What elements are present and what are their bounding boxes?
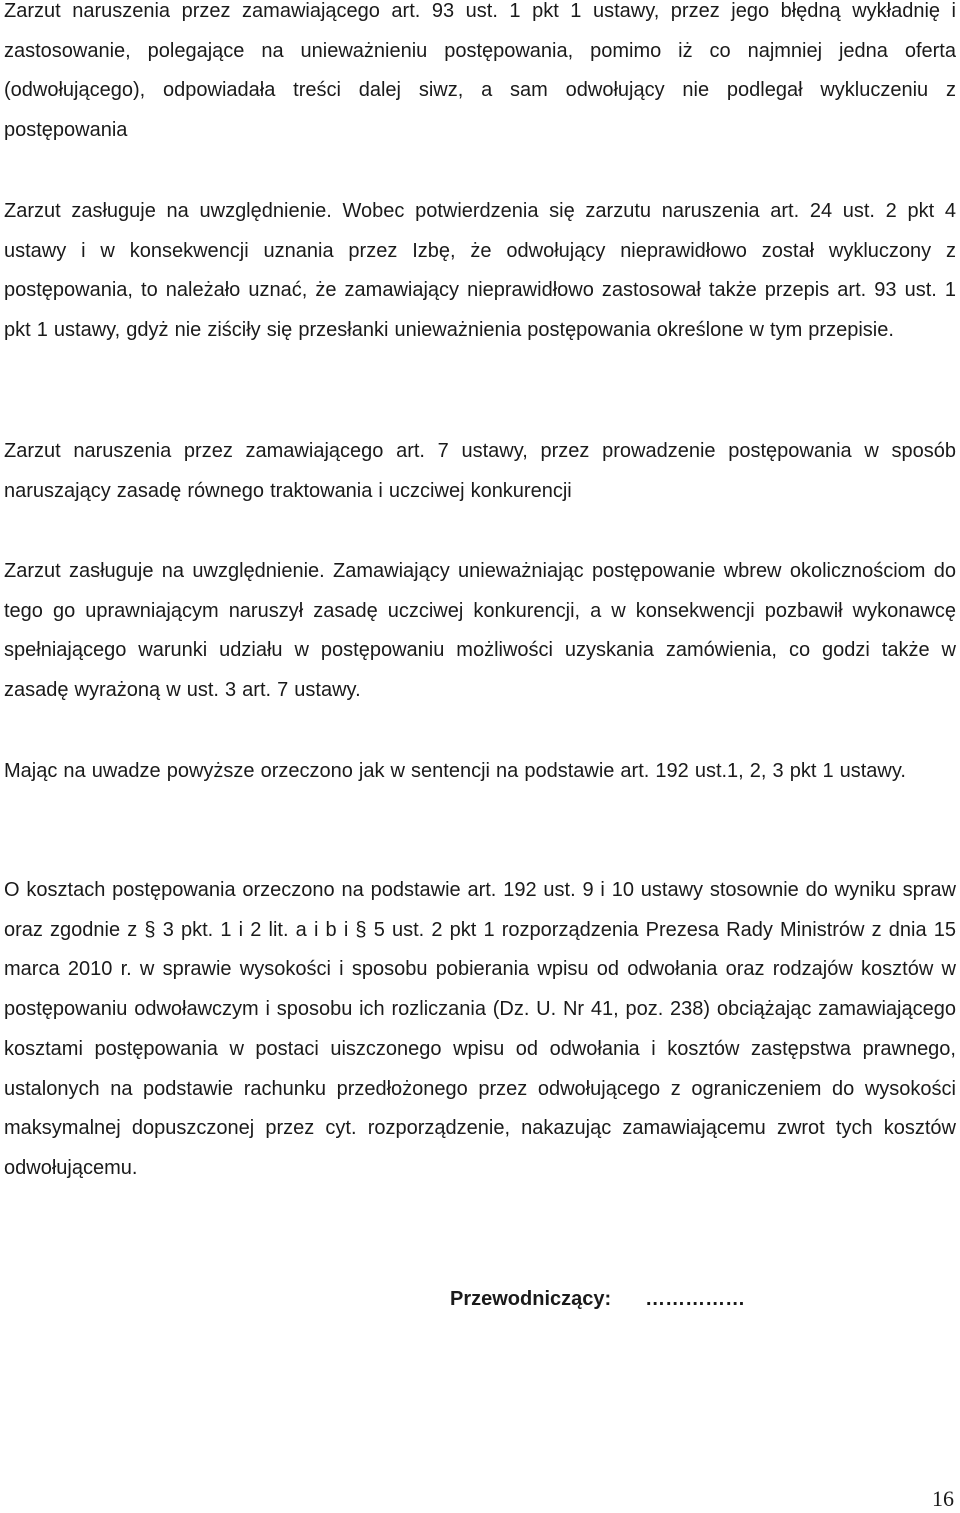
paragraph-costs: O kosztach postępowania orzeczono na podstawie art. 192 ust. 9 i 10 ustawy stosownie do wyniku spraw oraz zgodnie z § 3 pkt. 1 i 2 lit. a i b i § 5 ust. 2 pkt 1 rozporządzenia Prezesa Rady Ministrów z dnia 15 marca 2010 r. w sprawie wysokości i sposobu pobierania wpisu od odwołania oraz rodzajów kosztów w postępowaniu odwoławczym i sposobu ich rozliczania (Dz. U. Nr 41, poz. 238) obciążając zamawiającego kosztami postępowania w postaci uiszczonego wpisu od odwołania i kosztów zastępstwa prawnego, ustalonych na podstawie rachunku przedłożonego przez odwołującego z ograniczeniem do wysokości maksymalnej dopuszczonej przez cyt. rozporządzenie, nakazując zamawiającemu zwrot tych kosztów odwołującemu.	[4, 879, 956, 1179]
paragraph-charge-art93: Zarzut naruszenia przez zamawiającego art. 93 ust. 1 pkt 1 ustawy, przez jego błędną wykładnię i zastosowanie, polegające na unieważnieniu postępowania, pomimo iż co najmniej jedna oferta (odwołującego), odpowiadała treści dalej siwz, a sam odwołujący nie podlegał wykluczeniu z postępowania	[4, 0, 956, 142]
signature-placeholder: ……………	[645, 1288, 746, 1310]
page-number: 16	[932, 1486, 954, 1511]
paragraph-charge-art7: Zarzut naruszenia przez zamawiającego art. 7 ustawy, przez prowadzenie postępowania w sposób naruszający zasadę równego traktowania i uczciwej konkurencji	[4, 440, 956, 502]
paragraph-verdict-basis: Mając na uwadze powyższe orzeczono jak w sentencji na podstawie art. 192 ust.1, 2, 3 pkt 1 ustawy.	[4, 760, 906, 782]
paragraph-ruling-art7: Zarzut zasługuje na uwzględnienie. Zamawiający unieważniając postępowanie wbrew okolicznościom do tego go uprawniającym naruszył zasadę uczciwej konkurencji, a w konsekwencji pozbawił wykonawcę spełniającego warunki udziału w postępowaniu możliwości uzyskania zamówienia, co godzi także w zasadę wyrażoną w ust. 3 art. 7 ustawy.	[4, 560, 956, 702]
paragraph-ruling-art93: Zarzut zasługuje na uwzględnienie. Wobec potwierdzenia się zarzutu naruszenia art. 24 ust. 2 pkt 4 ustawy i w konsekwencji uznania przez Izbę, że odwołujący nieprawidłowo został wykluczony z postępowania, to należało uznać, że zamawiający nieprawidłowo zastosował także przepis art. 93 ust. 1 pkt 1 ustawy, gdyż nie ziściły się przesłanki unieważnienia postępowania określone w tym przepisie.	[4, 200, 956, 342]
signature-block	[450, 1288, 745, 1311]
signature-label: Przewodniczący:	[450, 1288, 612, 1310]
